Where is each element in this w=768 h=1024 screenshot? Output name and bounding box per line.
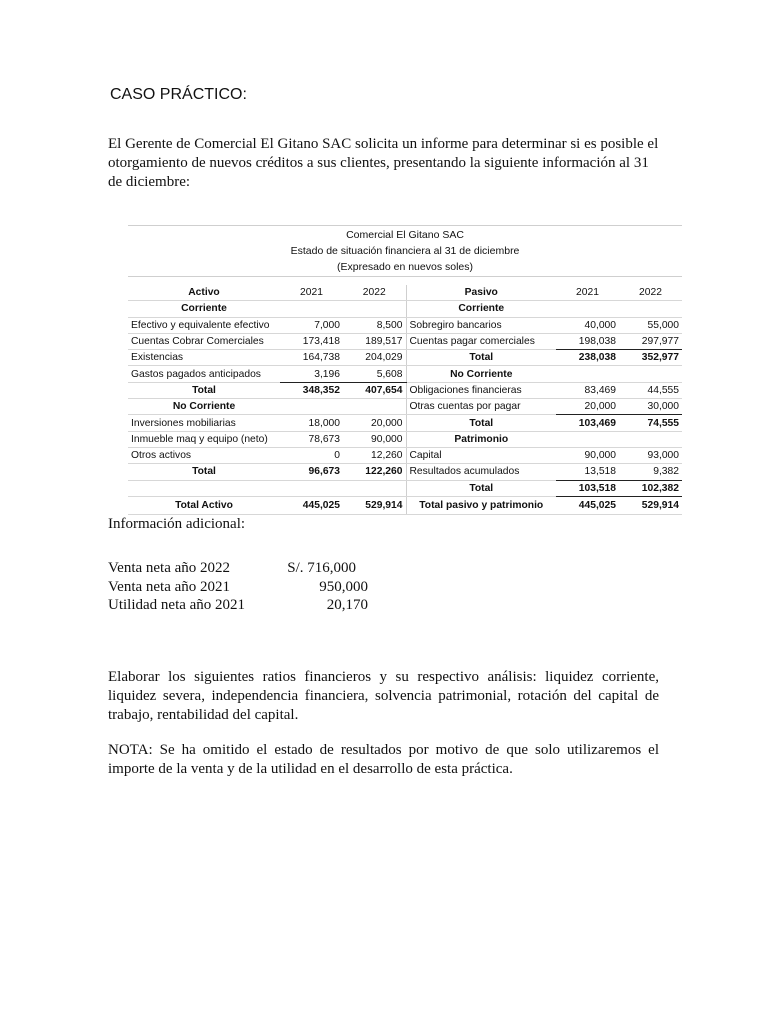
info-label: Venta neta año 2022 [108, 560, 231, 576]
header-pasivo-2022: 2022 [619, 285, 682, 301]
liability-label: Obligaciones financieras [406, 382, 556, 398]
asset-2022: 189,517 [343, 333, 406, 349]
asset-label: Total [128, 464, 280, 480]
asset-2021: 445,025 [280, 496, 343, 514]
asset-2021 [280, 480, 343, 496]
asset-2022: 20,000 [343, 415, 406, 431]
liability-label: No Corriente [406, 366, 556, 382]
asset-label: Total Activo [128, 496, 280, 514]
asset-label: No Corriente [128, 399, 280, 415]
liability-2021: 90,000 [556, 447, 619, 463]
liability-2022: 352,977 [619, 350, 682, 366]
asset-2022: 122,260 [343, 464, 406, 480]
asset-2022 [343, 480, 406, 496]
asset-2021 [280, 399, 343, 415]
asset-2022: 204,029 [343, 350, 406, 366]
liability-2021 [556, 431, 619, 447]
liability-2022: 30,000 [619, 399, 682, 415]
liability-2021: 445,025 [556, 496, 619, 514]
liability-label: Cuentas pagar comerciales [406, 333, 556, 349]
asset-2022 [343, 399, 406, 415]
asset-2022 [343, 301, 406, 317]
asset-2021: 348,352 [280, 382, 343, 398]
asset-label: Efectivo y equivalente efectivo [128, 317, 280, 333]
info-label: Venta neta año 2021 [108, 578, 231, 595]
page-title: CASO PRÁCTICO: [110, 86, 247, 103]
info-value: 950,000 [319, 578, 368, 595]
liability-2021: 83,469 [556, 382, 619, 398]
liability-label: Resultados acumulados [406, 464, 556, 480]
table-row [128, 317, 682, 333]
info-label: Utilidad neta año 2021 [108, 597, 246, 613]
liability-label: Total [406, 415, 556, 431]
asset-label: Total [128, 382, 280, 398]
asset-2022: 90,000 [343, 431, 406, 447]
liability-2021: 198,038 [556, 333, 619, 349]
asset-label: Cuentas Cobrar Comerciales [128, 333, 280, 349]
asset-2021: 164,738 [280, 350, 343, 366]
liability-2022: 102,382 [619, 480, 682, 496]
asset-2021: 78,673 [280, 431, 343, 447]
liability-2021: 103,518 [556, 480, 619, 496]
header-pasivo-2021: 2021 [556, 285, 619, 301]
asset-label [128, 480, 280, 496]
asset-2022: 407,654 [343, 382, 406, 398]
header-pasivo: Pasivo [406, 285, 556, 301]
intro-paragraph: El Gerente de Comercial El Gitano SAC solicita un informe para determinar si es posible el otorgamiento de nuevos créditos a sus clientes, presentando la siguiente información al 31 de diciembre: [108, 136, 659, 190]
liability-2021 [556, 366, 619, 382]
liability-2021: 40,000 [556, 317, 619, 333]
liability-label: Capital [406, 447, 556, 463]
liability-label: Total pasivo y patrimonio [406, 496, 556, 514]
header-activo: Activo [128, 285, 280, 301]
liability-2022 [619, 301, 682, 317]
list-item [108, 579, 368, 598]
liability-2022: 74,555 [619, 415, 682, 431]
liability-label: Corriente [406, 301, 556, 317]
asset-2021: 18,000 [280, 415, 343, 431]
liability-2022: 55,000 [619, 317, 682, 333]
asset-2021 [280, 301, 343, 317]
liability-2021 [556, 301, 619, 317]
table-row [128, 415, 682, 431]
asset-label: Otros activos [128, 447, 280, 463]
table-header-row [128, 285, 682, 301]
asset-2021: 7,000 [280, 317, 343, 333]
header-activo-2022: 2022 [343, 285, 406, 301]
liability-label: Patrimonio [406, 431, 556, 447]
asset-label: Inmueble maq y equipo (neto) [128, 431, 280, 447]
asset-2021: 0 [280, 447, 343, 463]
asset-2021: 173,418 [280, 333, 343, 349]
asset-label: Inversiones mobiliarias [128, 415, 280, 431]
asset-2021: 3,196 [280, 366, 343, 382]
table-row [128, 464, 682, 480]
asset-label: Corriente [128, 301, 280, 317]
table-row [128, 399, 682, 415]
asset-2022: 5,608 [343, 366, 406, 382]
liability-2022: 93,000 [619, 447, 682, 463]
asset-label: Existencias [128, 350, 280, 366]
table-row [128, 350, 682, 366]
liability-2022: 297,977 [619, 333, 682, 349]
list-item [108, 597, 368, 616]
balance-sheet [128, 225, 682, 511]
liability-2022: 529,914 [619, 496, 682, 514]
balance-sheet-subtitle: Estado de situación financiera al 31 de diciembre [290, 245, 520, 257]
liability-2021: 103,469 [556, 415, 619, 431]
table-row [128, 480, 682, 496]
liability-label: Sobregiro bancarios [406, 317, 556, 333]
note-paragraph: NOTA: Se ha omitido el estado de resultados por motivo de que solo utilizaremos el importe de la venta y de la utilidad en el desarrollo de esta práctica. [108, 742, 659, 777]
additional-info-title: Información adicional: [108, 516, 246, 532]
asset-2022: 8,500 [343, 317, 406, 333]
header-activo-2021: 2021 [280, 285, 343, 301]
instructions-paragraph: Elaborar los siguientes ratios financieros y su respectivo análisis: liquidez corriente, liquidez severa, independencia financiera, solvencia patrimonial, rotación del capital de trabajo, rentabilidad del capital. [108, 669, 659, 723]
liability-label: Total [406, 480, 556, 496]
liability-2022: 9,382 [619, 464, 682, 480]
asset-2021: 96,673 [280, 464, 343, 480]
list-item [108, 560, 368, 579]
table-row [128, 496, 682, 514]
table-row [128, 301, 682, 317]
table-row [128, 382, 682, 398]
liability-2022 [619, 366, 682, 382]
liability-2021: 13,518 [556, 464, 619, 480]
liability-label: Total [406, 350, 556, 366]
info-value: 20,170 [326, 597, 368, 613]
asset-2022: 12,260 [343, 447, 406, 463]
balance-sheet-note: (Expresado en nuevos soles) [337, 261, 473, 273]
liability-label: Otras cuentas por pagar [406, 399, 556, 415]
balance-sheet-table [128, 285, 682, 515]
asset-2022: 529,914 [343, 496, 406, 514]
table-row [128, 447, 682, 463]
liability-2022 [619, 431, 682, 447]
asset-label: Gastos pagados anticipados [128, 366, 280, 382]
liability-2021: 238,038 [556, 350, 619, 366]
table-row [128, 333, 682, 349]
balance-sheet-company: Comercial El Gitano SAC [346, 229, 464, 241]
liability-2021: 20,000 [556, 399, 619, 415]
table-row [128, 431, 682, 447]
additional-info-list [108, 560, 368, 616]
info-value: S/. 716,000 [287, 560, 356, 576]
balance-sheet-title-block [128, 225, 682, 277]
liability-2022: 44,555 [619, 382, 682, 398]
table-row [128, 366, 682, 382]
